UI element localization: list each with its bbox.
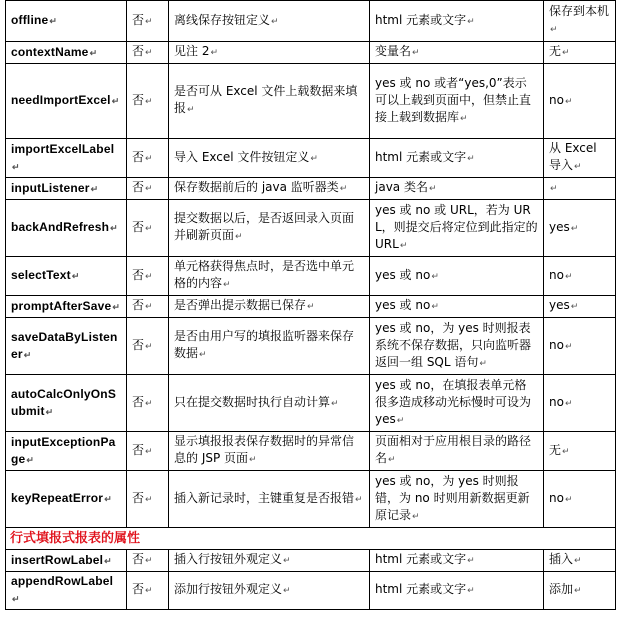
paragraph-mark-icon: ↵	[145, 223, 153, 234]
paragraph-mark-icon: ↵	[574, 162, 582, 172]
paragraph-mark-icon: ↵	[145, 16, 153, 27]
attribute-default-cell	[544, 318, 616, 375]
paragraph-mark-icon: ↵	[355, 494, 363, 505]
attribute-description-cell	[169, 296, 370, 318]
attribute-required-cell	[127, 550, 169, 572]
attribute-values: yes 或 no，为 yes 时则报错，为 no 时则用新数据更新原记录	[375, 473, 530, 522]
attribute-default: 插入	[549, 552, 574, 566]
attribute-required: 否	[132, 394, 145, 409]
attribute-name: appendRowLabel	[11, 574, 114, 588]
attribute-values: 页面相对于应用根目录的路径名	[375, 434, 532, 465]
attribute-description: 保存数据前后的 java 监听器类	[174, 180, 339, 194]
paragraph-mark-icon: ↵	[12, 161, 20, 172]
table-row	[6, 64, 616, 139]
attribute-values: java 类名	[375, 180, 428, 194]
paragraph-mark-icon: ↵	[479, 358, 487, 369]
attribute-description-cell	[169, 375, 370, 432]
attribute-name-cell	[6, 296, 127, 318]
attribute-values-cell	[370, 572, 544, 610]
attribute-name: importExcelLabel	[11, 141, 115, 156]
paragraph-mark-icon: ↵	[339, 184, 348, 194]
paragraph-mark-icon: ↵	[564, 398, 573, 409]
attribute-required: 否	[132, 44, 145, 58]
attribute-default-cell	[544, 178, 616, 200]
table-row	[6, 296, 616, 318]
attribute-description-cell	[169, 42, 370, 64]
attribute-default-cell	[544, 42, 616, 64]
attribute-values-cell	[370, 200, 544, 257]
attribute-description: 只在提交数据时执行自动计算	[174, 394, 331, 409]
attribute-required-cell	[127, 296, 169, 318]
attribute-default: no	[549, 267, 564, 282]
attribute-required-cell	[127, 572, 169, 610]
paragraph-mark-icon: ↵	[570, 302, 579, 312]
row-attribute-rows	[6, 550, 616, 610]
table-row	[6, 200, 616, 257]
attribute-required: 否	[132, 442, 145, 457]
paragraph-mark-icon: ↵	[249, 455, 257, 465]
attribute-default-cell	[544, 1, 616, 42]
attribute-values-cell	[370, 257, 544, 296]
paragraph-mark-icon: ↵	[570, 223, 579, 234]
paragraph-mark-icon: ↵	[112, 301, 121, 312]
attribute-description: 提交数据以后，是否返回录入页面并刷新页面	[174, 211, 355, 242]
attribute-description: 插入新记录时，主键重复是否报错	[174, 490, 355, 505]
paragraph-mark-icon: ↵	[104, 555, 112, 566]
paragraph-mark-icon: ↵	[145, 586, 153, 596]
paragraph-mark-icon: ↵	[564, 96, 573, 107]
table-row	[6, 471, 616, 528]
attribute-description-cell	[169, 257, 370, 296]
attribute-description: 是否由用户写的填报监听器来保存数据	[174, 329, 355, 360]
attribute-name: saveDataByListener	[11, 329, 118, 361]
paragraph-mark-icon: ↵	[467, 556, 475, 566]
paragraph-mark-icon: ↵	[23, 349, 32, 360]
paragraph-mark-icon: ↵	[460, 113, 468, 124]
attribute-name-cell	[6, 178, 127, 200]
paragraph-mark-icon: ↵	[145, 302, 153, 312]
attribute-required-cell	[127, 64, 169, 139]
attribute-default-cell	[544, 375, 616, 432]
table-row	[6, 572, 616, 610]
attribute-values: yes 或 no，在填报表单元格很多造成移动光标慢时可设为 yes	[375, 377, 532, 426]
attribute-values: yes 或 no，为 yes 时则报表系统不保存数据，只向监听器返回一组 SQL 语句	[375, 320, 532, 369]
attribute-values-cell	[370, 42, 544, 64]
paragraph-mark-icon: ↵	[467, 586, 475, 596]
attribute-default: no	[549, 92, 564, 107]
paragraph-mark-icon: ↵	[396, 415, 405, 426]
paragraph-mark-icon: ↵	[283, 586, 291, 596]
paragraph-mark-icon: ↵	[388, 455, 396, 465]
paragraph-mark-icon: ↵	[71, 271, 80, 281]
table-row	[6, 42, 616, 64]
paragraph-mark-icon: ↵	[283, 556, 291, 566]
paragraph-mark-icon: ↵	[199, 350, 207, 360]
attribute-default-cell	[544, 64, 616, 139]
paragraph-mark-icon: ↵	[431, 302, 439, 312]
attribute-name-cell	[6, 550, 127, 572]
paragraph-mark-icon: ↵	[145, 271, 153, 282]
table-row	[6, 178, 616, 200]
attribute-required-cell	[127, 42, 169, 64]
attribute-name: contextName	[11, 44, 89, 59]
attribute-required-cell	[127, 375, 169, 432]
paragraph-mark-icon: ↵	[431, 271, 439, 282]
paragraph-mark-icon: ↵	[90, 183, 99, 194]
attribute-values-cell	[370, 296, 544, 318]
attribute-name-cell	[6, 375, 127, 432]
paragraph-mark-icon: ↵	[562, 446, 570, 457]
section-title	[6, 528, 616, 550]
paragraph-mark-icon: ↵	[574, 586, 582, 596]
attribute-name: offline	[11, 13, 49, 27]
attribute-name: promptAfterSave	[11, 298, 112, 313]
paragraph-mark-icon: ↵	[145, 184, 153, 194]
attribute-name: backAndRefresh	[11, 220, 110, 234]
attribute-required-cell	[127, 1, 169, 42]
attribute-required: 否	[132, 12, 145, 27]
paragraph-mark-icon: ↵	[26, 454, 35, 465]
paragraph-mark-icon: ↵	[145, 341, 153, 352]
attribute-description-cell	[169, 1, 370, 42]
attribute-default-cell	[544, 432, 616, 471]
paragraph-mark-icon: ↵	[574, 556, 582, 566]
attribute-default: 无	[549, 442, 562, 457]
paragraph-mark-icon: ↵	[49, 16, 58, 26]
attribute-required: 否	[132, 267, 145, 282]
attribute-default: yes	[549, 219, 570, 234]
table-row	[6, 139, 616, 178]
table-row	[6, 318, 616, 375]
attribute-name: inputExceptionPage	[11, 434, 116, 466]
attribute-required: 否	[132, 149, 145, 164]
paragraph-mark-icon: ↵	[210, 48, 218, 58]
attribute-required-cell	[127, 432, 169, 471]
attribute-description-cell	[169, 432, 370, 471]
paragraph-mark-icon: ↵	[428, 184, 437, 194]
paragraph-mark-icon: ↵	[89, 47, 98, 58]
attribute-required-cell	[127, 178, 169, 200]
attribute-default: no	[549, 394, 564, 409]
attribute-values: html 元素或文字	[375, 149, 467, 164]
table-row	[6, 1, 616, 42]
attribute-name-cell	[6, 64, 127, 139]
attribute-required: 否	[132, 92, 145, 107]
attribute-default: no	[549, 337, 564, 352]
attribute-required: 否	[132, 180, 145, 194]
attribute-name-cell	[6, 139, 127, 178]
attribute-name: keyRepeatError	[11, 491, 104, 505]
section-row	[6, 528, 616, 550]
attribute-description-cell	[169, 178, 370, 200]
attribute-description-cell	[169, 318, 370, 375]
attribute-name-cell	[6, 572, 127, 610]
attribute-values-cell	[370, 178, 544, 200]
attribute-values: yes 或 no 或者“yes,0”表示可以上载到页面中，但禁止直接上载到数据库	[375, 75, 532, 124]
attribute-description: 是否弹出提示数据已保存	[174, 298, 307, 312]
attribute-values-cell	[370, 1, 544, 42]
attribute-required: 否	[132, 298, 145, 312]
paragraph-mark-icon: ↵	[110, 223, 118, 233]
attribute-description-cell	[169, 572, 370, 610]
attribute-default-cell	[544, 200, 616, 257]
paragraph-mark-icon: ↵	[307, 302, 315, 312]
paragraph-mark-icon: ↵	[145, 153, 153, 164]
attribute-description: 导入 Excel 文件按钮定义	[174, 149, 310, 164]
attribute-name-cell	[6, 471, 127, 528]
attribute-default-cell	[544, 139, 616, 178]
attribute-name: insertRowLabel	[11, 552, 104, 567]
attribute-description: 显示填报报表保存数据时的异常信息的 JSP 页面	[174, 434, 355, 465]
attribute-name-cell	[6, 42, 127, 64]
section-title-text: 行式填报式报表的属性	[10, 531, 141, 546]
attribute-values: html 元素或文字	[375, 552, 467, 566]
attribute-description: 插入行按钮外观定义	[174, 552, 283, 566]
paragraph-mark-icon: ↵	[550, 25, 558, 35]
attribute-description-cell	[169, 471, 370, 528]
paragraph-mark-icon: ↵	[145, 494, 153, 505]
paragraph-mark-icon: ↵	[562, 48, 570, 58]
attribute-required: 否	[132, 552, 145, 566]
attribute-required: 否	[132, 337, 145, 352]
paragraph-mark-icon: ↵	[145, 556, 153, 566]
attribute-description: 见注 2	[174, 44, 210, 58]
attribute-values-cell	[370, 471, 544, 528]
table-row	[6, 375, 616, 432]
attribute-name: selectText	[11, 268, 71, 282]
attribute-values: html 元素或文字	[375, 582, 467, 596]
table-row	[6, 257, 616, 296]
attribute-default-cell	[544, 296, 616, 318]
paragraph-mark-icon: ↵	[235, 232, 243, 242]
paragraph-mark-icon: ↵	[564, 341, 573, 352]
attribute-default-cell	[544, 471, 616, 528]
paragraph-mark-icon: ↵	[412, 48, 420, 58]
attribute-description: 单元格获得焦点时，是否选中单元格的内容	[174, 259, 355, 290]
attribute-required-cell	[127, 139, 169, 178]
attribute-values: 变量名	[375, 44, 412, 58]
attribute-default: no	[549, 490, 564, 505]
paragraph-mark-icon: ↵	[145, 446, 153, 457]
attribute-values: yes 或 no	[375, 267, 431, 282]
table-row	[6, 550, 616, 572]
paragraph-mark-icon: ↵	[111, 96, 120, 106]
attribute-name: autoCalcOnlyOnSubmit	[11, 386, 117, 418]
attribute-description-cell	[169, 550, 370, 572]
paragraph-mark-icon: ↵	[412, 511, 420, 522]
paragraph-mark-icon: ↵	[467, 16, 475, 27]
paragraph-mark-icon: ↵	[564, 494, 573, 505]
attribute-rows	[6, 1, 616, 528]
attribute-default: 无	[549, 44, 562, 58]
attribute-default-cell	[544, 550, 616, 572]
paragraph-mark-icon: ↵	[310, 153, 318, 164]
paragraph-mark-icon: ↵	[271, 16, 279, 27]
attribute-description: 添加行按钮外观定义	[174, 582, 283, 596]
paragraph-mark-icon: ↵	[145, 48, 153, 58]
attribute-values: html 元素或文字	[375, 12, 467, 27]
attribute-values-cell	[370, 550, 544, 572]
paragraph-mark-icon: ↵	[564, 271, 573, 282]
attribute-name-cell	[6, 318, 127, 375]
attribute-name-cell	[6, 200, 127, 257]
paragraph-mark-icon: ↵	[399, 240, 408, 251]
attribute-description-cell	[169, 200, 370, 257]
attribute-name: inputListener	[11, 180, 90, 195]
attribute-values-cell	[370, 375, 544, 432]
attribute-table	[5, 0, 616, 610]
paragraph-mark-icon: ↵	[45, 406, 54, 417]
attribute-required-cell	[127, 200, 169, 257]
attribute-description-cell	[169, 139, 370, 178]
attribute-values-cell	[370, 318, 544, 375]
paragraph-mark-icon: ↵	[145, 398, 153, 409]
attribute-required-cell	[127, 257, 169, 296]
attribute-name-cell	[6, 432, 127, 471]
attribute-values: yes 或 no	[375, 298, 431, 312]
attribute-values: yes 或 no 或 URL，若为 URL，则提交后将定位到此指定的 URL	[375, 202, 538, 251]
attribute-required-cell	[127, 471, 169, 528]
attribute-required-cell	[127, 318, 169, 375]
attribute-description: 离线保存按钮定义	[174, 12, 271, 27]
attribute-values-cell	[370, 64, 544, 139]
attribute-values-cell	[370, 139, 544, 178]
attribute-required: 否	[132, 219, 145, 234]
paragraph-mark-icon: ↵	[467, 153, 475, 164]
attribute-required: 否	[132, 582, 145, 596]
attribute-default-cell	[544, 572, 616, 610]
paragraph-mark-icon: ↵	[104, 494, 112, 504]
attribute-name-cell	[6, 257, 127, 296]
attribute-name: needImportExcel	[11, 93, 111, 107]
attribute-values-cell	[370, 432, 544, 471]
attribute-required: 否	[132, 490, 145, 505]
paragraph-mark-icon: ↵	[223, 280, 231, 290]
attribute-default: 添加	[549, 582, 574, 596]
attribute-description-cell	[169, 64, 370, 139]
paragraph-mark-icon: ↵	[187, 105, 195, 115]
attribute-default: 保存到本机	[549, 4, 610, 18]
attribute-description: 是否可从 Excel 文件上载数据来填报	[174, 84, 358, 115]
attribute-default: 从 Excel 导入	[549, 141, 597, 172]
attribute-default: yes	[549, 298, 570, 312]
paragraph-mark-icon: ↵	[12, 594, 20, 604]
paragraph-mark-icon: ↵	[331, 398, 339, 409]
paragraph-mark-icon: ↵	[550, 184, 558, 194]
attribute-name-cell	[6, 1, 127, 42]
paragraph-mark-icon: ↵	[145, 96, 153, 107]
table-row	[6, 432, 616, 471]
attribute-default-cell	[544, 257, 616, 296]
